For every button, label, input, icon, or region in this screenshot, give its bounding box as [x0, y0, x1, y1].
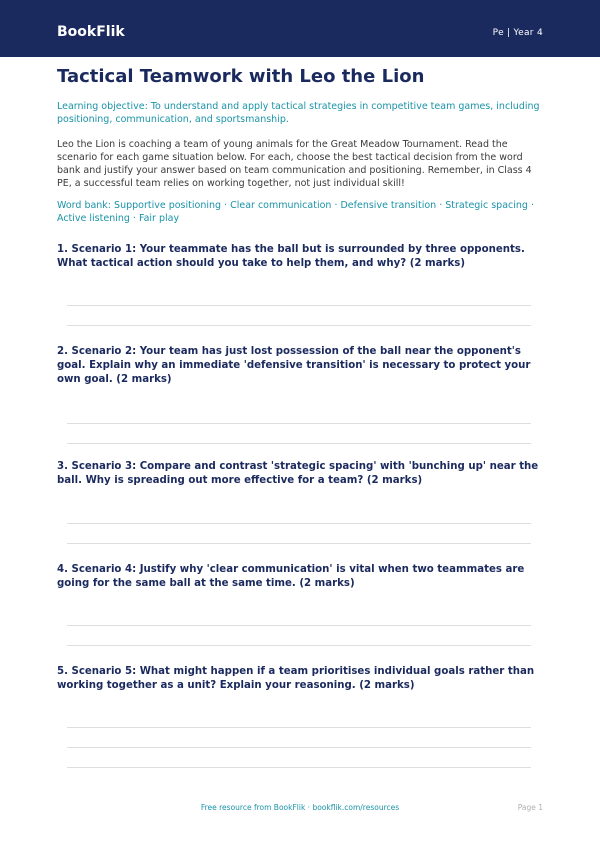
question-2: 2. Scenario 2: Your team has just lost possession of the ball near the opponent's goal. Explain why an immediate 'defensive transition' is necessary to protect your own goal. (2 marks) [57, 346, 531, 385]
worksheet-title: Tactical Teamwork with Leo the Lion [57, 66, 425, 87]
answer-line[interactable] [67, 325, 531, 326]
intro-paragraph: Leo the Lion is coaching a team of young animals for the Great Meadow Tournament. Read the scenario for each game situation below. For each, choose the best tactical decision from the word bank and justify your answer based on team communication and positioning. Remember, in Class 4 PE, a successful team relies on working together, not just individual skill! [57, 139, 532, 189]
answer-line[interactable] [67, 443, 531, 444]
question-3: 3. Scenario 3: Compare and contrast 'strategic spacing' with 'bunching up' near the ball. Why is spreading out more effective for a team? (2 marks) [57, 461, 539, 486]
answer-line[interactable] [67, 747, 531, 748]
page-number: Page 1 [517, 803, 543, 812]
word-bank: Word bank: Supportive positioning · Clear communication · Defensive transition · Strategic spacing · Active listening · Fair play [57, 200, 534, 224]
subject-year-label: Pe | Year 4 [492, 28, 543, 38]
footer-source-link[interactable]: Free resource from BookFlik · bookflik.com/resources [200, 803, 400, 812]
answer-line[interactable] [67, 625, 531, 626]
learning-objective: Learning objective: To understand and apply tactical strategies in competitive team games, including positioning, communication, and sportsmanship. [57, 101, 540, 125]
answer-line[interactable] [67, 727, 531, 728]
answer-line[interactable] [67, 767, 531, 768]
answer-line[interactable] [67, 645, 531, 646]
answer-line[interactable] [67, 423, 531, 424]
question-4: 4. Scenario 4: Justify why 'clear communication' is vital when two teammates are going for the same ball at the same time. (2 marks) [57, 564, 525, 589]
answer-line[interactable] [67, 305, 531, 306]
brand-logo-text: BookFlik [57, 24, 125, 40]
answer-line[interactable] [67, 523, 531, 524]
question-1: 1. Scenario 1: Your teammate has the ball but is surrounded by three opponents. What tactical action should you take to help them, and why? (2 marks) [57, 244, 525, 269]
question-5: 5. Scenario 5: What might happen if a team prioritises individual goals rather than working together as a unit? Explain your reasoning. (2 marks) [57, 666, 535, 691]
header-bar [0, 0, 600, 57]
answer-line[interactable] [67, 543, 531, 544]
